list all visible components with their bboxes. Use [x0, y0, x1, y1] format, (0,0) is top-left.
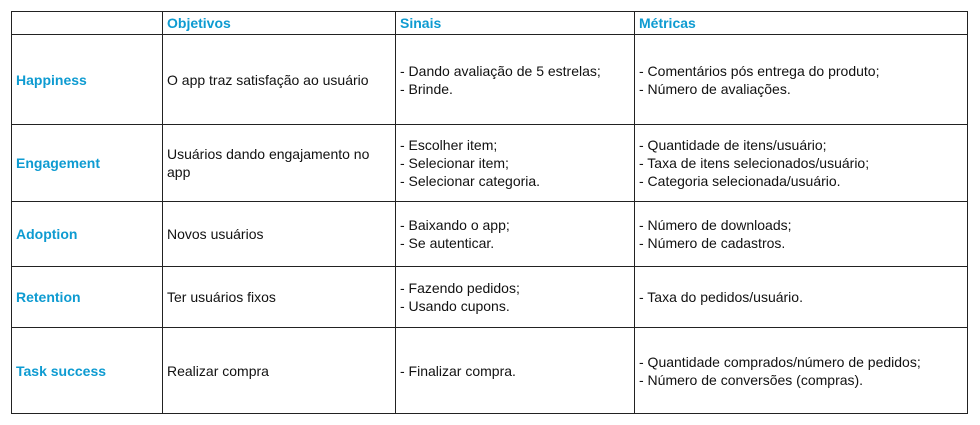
table-row [12, 267, 968, 328]
metrica-item: - Número de downloads; [639, 217, 792, 233]
row-label-retention: Retention [12, 267, 163, 328]
table-row [12, 328, 968, 414]
metricas-cell [635, 125, 968, 202]
metricas-cell [635, 35, 968, 125]
heart-framework-table [11, 11, 968, 414]
objetivo-cell: Ter usuários fixos [163, 267, 396, 328]
objetivo-cell [163, 125, 396, 202]
sinais-cell [396, 202, 635, 267]
sinal-item: - Se autenticar. [400, 235, 495, 251]
metrica-item: - Categoria selecionada/usuário. [639, 173, 841, 189]
table-row [12, 125, 968, 202]
metrica-item: - Número de avaliações. [639, 80, 791, 97]
metricas-cell [635, 202, 968, 267]
objetivo-text: Usuários dando engajamento no app [167, 146, 370, 180]
sinal-item: - Fazendo pedidos; [400, 280, 520, 296]
header-objetivos: Objetivos [163, 12, 396, 35]
objetivo-cell: Realizar compra [163, 328, 396, 414]
metrica-item: - Número de cadastros. [639, 235, 786, 251]
sinal-item: - Usando cupons. [400, 298, 510, 314]
sinal-item: - Selecionar item; [400, 155, 509, 171]
metricas-cell [635, 328, 968, 414]
metrica-item: - Número de conversões (compras). [639, 371, 864, 388]
objetivo-cell: Novos usuários [163, 202, 396, 267]
sinal-item: - Baixando o app; [400, 217, 510, 233]
sinal-item: - Finalizar compra. [400, 362, 516, 379]
metrica-item: - Taxa do pedidos/usuário. [639, 289, 803, 305]
table-row [12, 35, 968, 125]
sinais-cell [396, 328, 635, 414]
row-label-happiness: Happiness [12, 35, 163, 125]
sinal-item: - Brinde. [400, 80, 453, 97]
sinais-cell [396, 35, 635, 125]
sinal-item: - Selecionar categoria. [400, 173, 541, 189]
row-label-engagement: Engagement [12, 125, 163, 202]
header-sinais: Sinais [396, 12, 635, 35]
metricas-cell [635, 267, 968, 328]
header-corner [12, 12, 163, 35]
row-label-task-success: Task success [12, 328, 163, 414]
sinal-item: - Escolher item; [400, 137, 498, 153]
metrica-item: - Quantidade comprados/número de pedidos; [639, 353, 921, 370]
metrica-item: - Comentários pós entrega do produto; [639, 62, 880, 79]
sinal-item: - Dando avaliação de 5 estrelas; [400, 62, 601, 79]
metrica-item: - Quantidade de itens/usuário; [639, 137, 827, 153]
metrica-item: - Taxa de itens selecionados/usuário; [639, 155, 870, 171]
objetivo-cell: O app traz satisfação ao usuário [163, 35, 396, 125]
row-label-adoption: Adoption [12, 202, 163, 267]
table-row [12, 202, 968, 267]
header-metricas: Métricas [635, 12, 968, 35]
sinais-cell [396, 125, 635, 202]
sinais-cell [396, 267, 635, 328]
header-row [12, 12, 968, 35]
